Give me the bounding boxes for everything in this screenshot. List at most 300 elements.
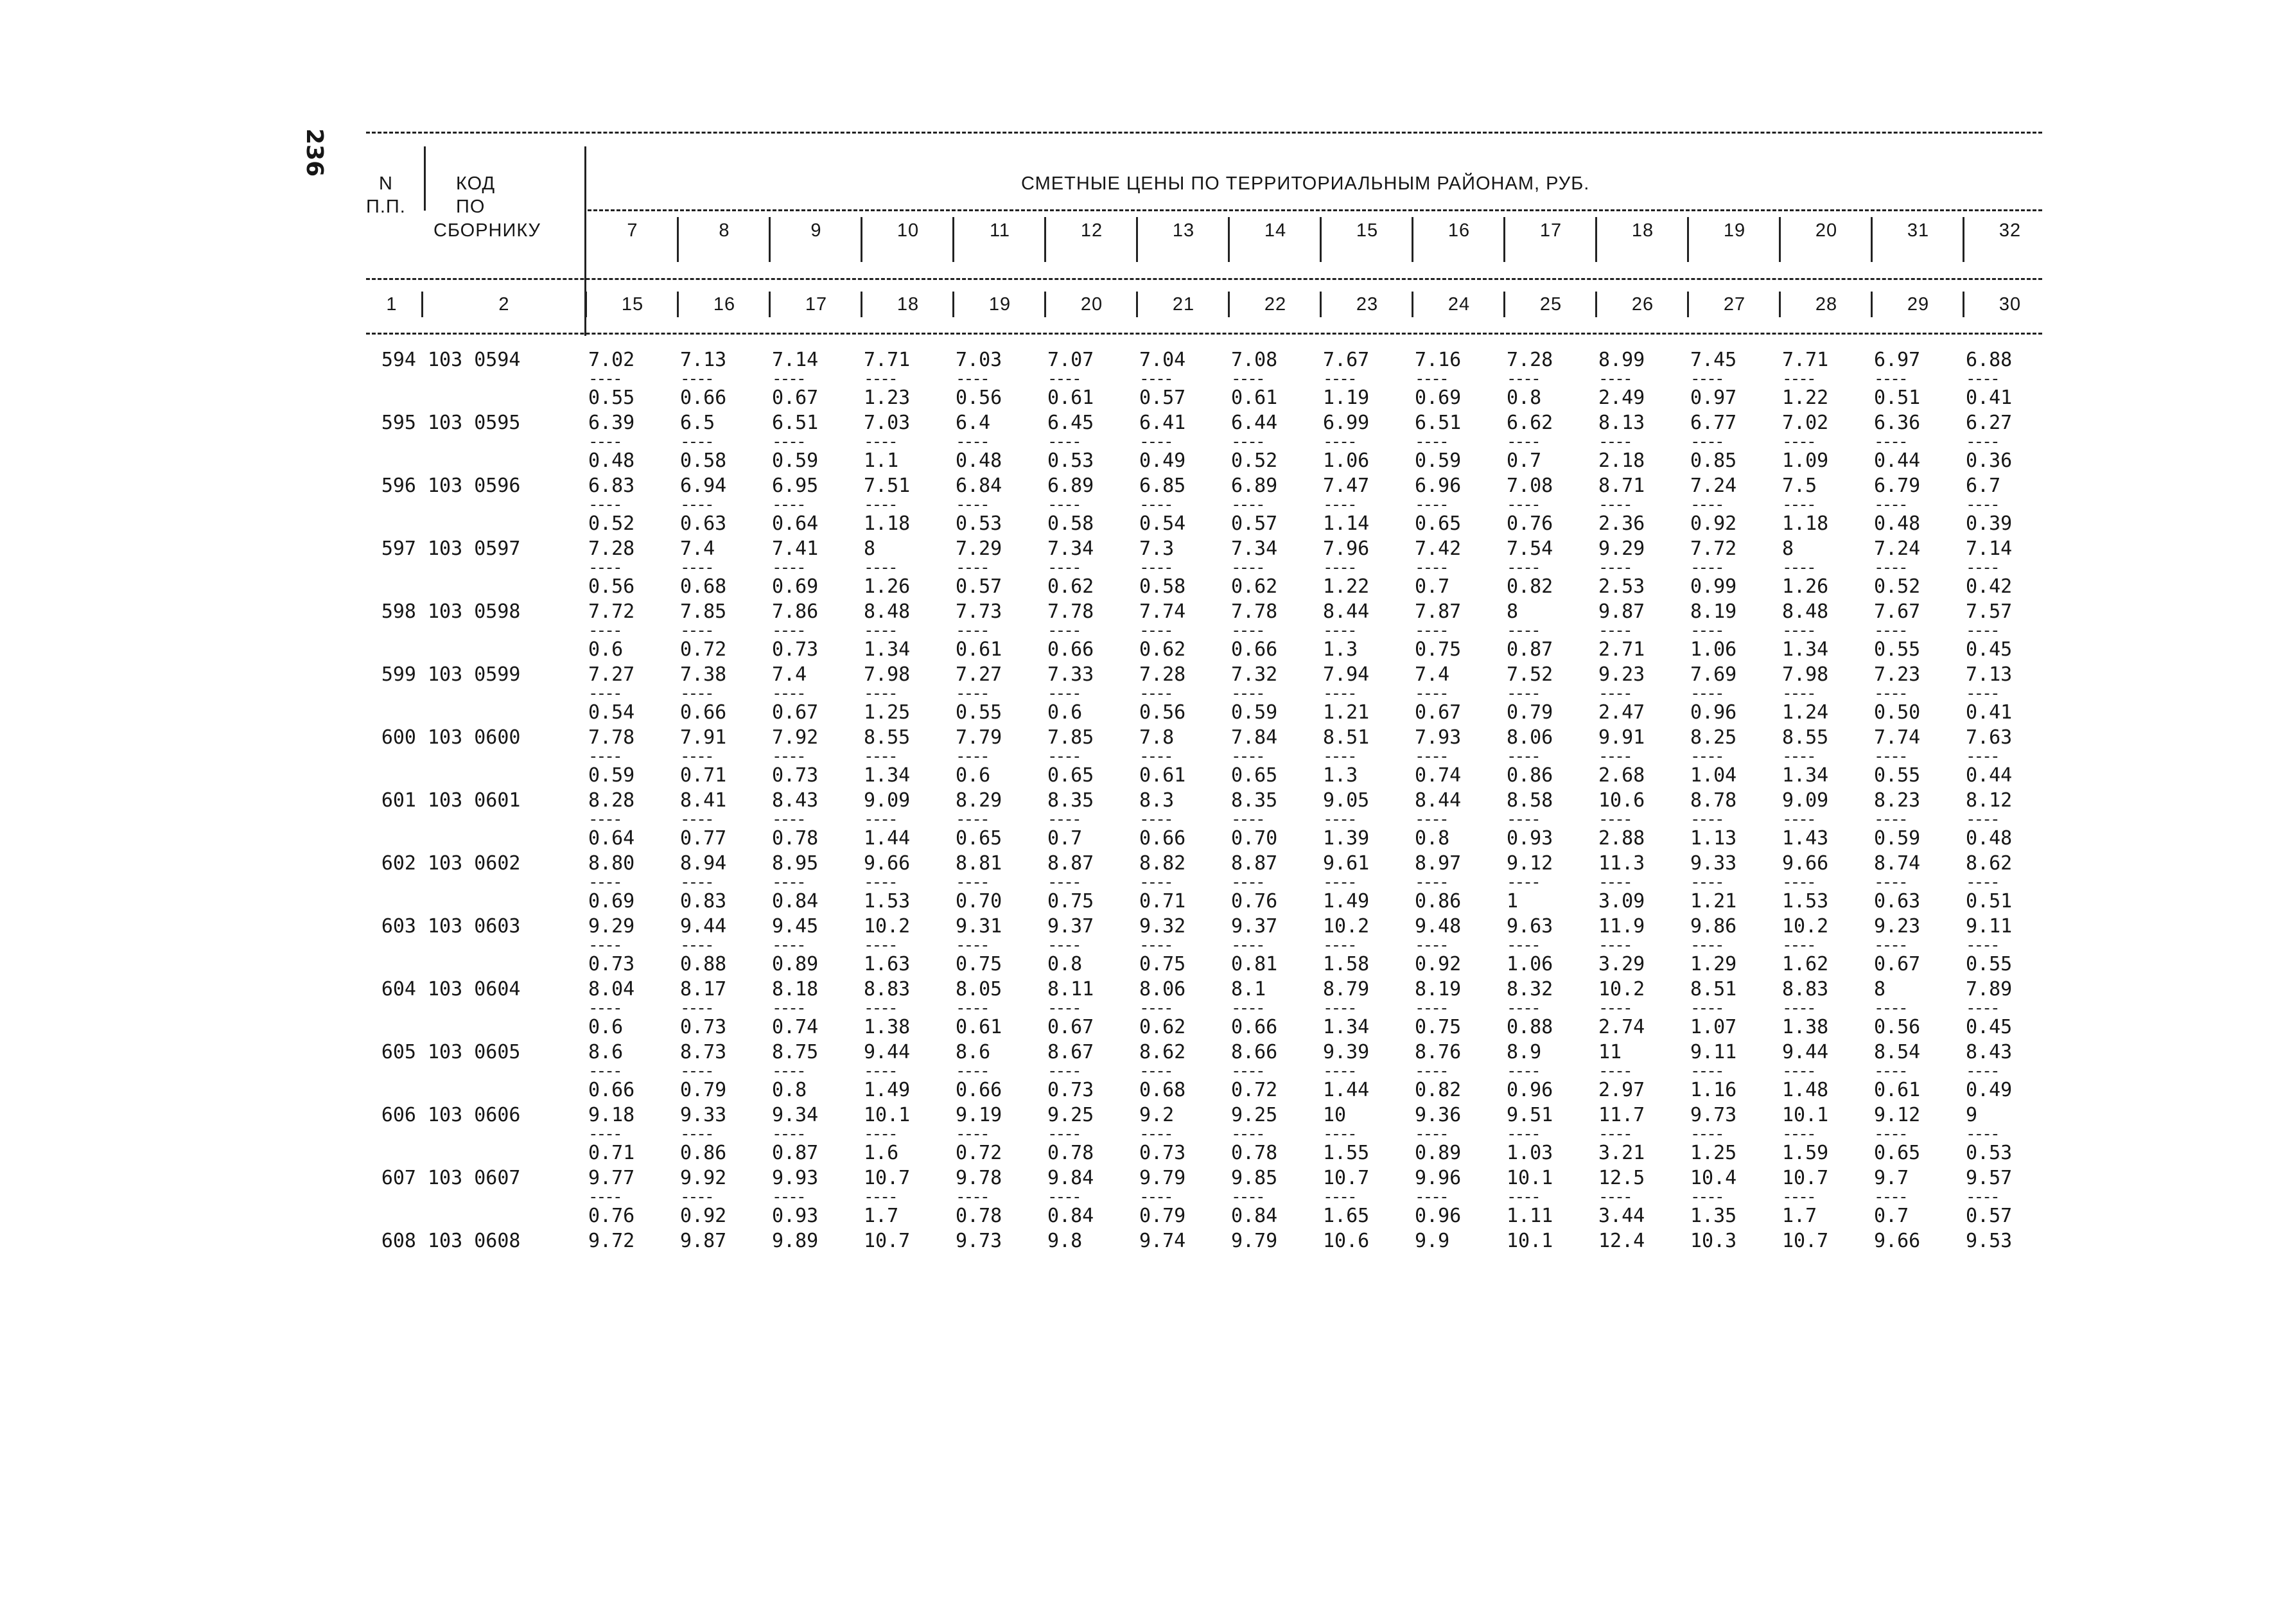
price-value: 7.41 [772, 537, 819, 560]
row-number: 604 [381, 978, 416, 1000]
header-divider [366, 278, 2042, 280]
collection-code: 103 0594 [428, 349, 521, 371]
collection-code: 103 0597 [428, 537, 521, 560]
dash-separator: ---- [1782, 1187, 1815, 1207]
dash-separator: ---- [1598, 558, 1631, 577]
spacer [366, 574, 423, 599]
dash-separator: ---- [1782, 1061, 1815, 1081]
dash-separator: ---- [864, 936, 896, 955]
spacer [423, 1078, 584, 1103]
spacer [423, 687, 584, 700]
price-value: 8.29 [956, 789, 1002, 812]
dash-separator: ---- [956, 1124, 988, 1144]
spacer [423, 1065, 584, 1078]
header-code-2: ПО [456, 196, 485, 217]
price-value: 2.97 [1598, 1079, 1645, 1101]
price-value: 1.44 [1323, 1079, 1370, 1101]
divider [677, 217, 679, 262]
price-value: 0.56 [1874, 1016, 1921, 1038]
row-number: 605 [381, 1041, 416, 1063]
price-value: 8.44 [1323, 600, 1370, 623]
price-value: 9.33 [680, 1104, 727, 1126]
dash-separator: ---- [1323, 369, 1356, 389]
price-value: 0.53 [1047, 450, 1094, 472]
dash-separator: ---- [772, 684, 805, 703]
header-n: N [379, 173, 393, 194]
price-value: 1.03 [1507, 1142, 1553, 1164]
price-value: 8.62 [1139, 1041, 1186, 1063]
spacer [366, 876, 423, 889]
dash-separator: ---- [1415, 495, 1447, 514]
price-value: 11.7 [1598, 1104, 1645, 1126]
dash-separator: ---- [956, 1061, 988, 1081]
price-value: 7.84 [1231, 726, 1278, 749]
dash-separator: ---- [864, 1124, 896, 1144]
spacer [366, 813, 423, 826]
dash-separator: ---- [588, 747, 621, 766]
price-value: 0.73 [772, 764, 819, 787]
divider [1412, 292, 1413, 317]
price-value: 0.74 [1415, 764, 1462, 787]
price-value: 10.6 [1598, 789, 1645, 812]
dash-separator: ---- [1874, 369, 1907, 389]
price-value: 0.66 [1231, 638, 1278, 661]
price-value: 7.02 [588, 349, 635, 371]
price-value: 7.89 [1966, 978, 2013, 1000]
price-value: 8.78 [1690, 789, 1737, 812]
price-value: 7.16 [1415, 349, 1462, 371]
dash-separator: ---- [956, 999, 988, 1018]
dash-separator: ---- [1139, 369, 1172, 389]
dash-separator: ---- [772, 999, 805, 1018]
dash-separator: ---- [956, 810, 988, 829]
spacer [423, 448, 584, 473]
price-value: 0.61 [956, 1016, 1002, 1038]
dash-separator: ---- [1598, 495, 1631, 514]
price-value: 12.4 [1598, 1230, 1645, 1252]
price-value: 7.85 [680, 600, 727, 623]
column-number: 28 [1815, 294, 1838, 315]
dash-separator: ---- [1323, 747, 1356, 766]
price-value: 6.77 [1690, 412, 1737, 434]
district-number: 8 [719, 220, 730, 241]
spacer [366, 826, 423, 851]
price-value: 8.41 [680, 789, 727, 812]
dash-separator: ---- [1874, 936, 1907, 955]
dash-separator: ---- [680, 558, 713, 577]
price-value: 0.59 [588, 764, 635, 787]
price-value: 0.53 [956, 512, 1002, 535]
price-value: 8.71 [1598, 475, 1645, 497]
price-value: 10.4 [1690, 1167, 1737, 1189]
price-value: 1.3 [1323, 638, 1358, 661]
divider [1044, 292, 1046, 317]
price-value: 6.51 [772, 412, 819, 434]
price-value: 0.61 [1231, 387, 1278, 409]
dash-separator: ---- [864, 873, 896, 892]
dash-separator: ---- [772, 1061, 805, 1081]
dash-separator: ---- [1415, 873, 1447, 892]
price-value: 7.69 [1690, 663, 1737, 686]
price-value: 9.44 [680, 915, 727, 938]
price-value: 8.43 [772, 789, 819, 812]
price-value: 11 [1598, 1041, 1622, 1063]
price-value: 10.7 [1782, 1230, 1829, 1252]
price-value: 0.41 [1966, 387, 2013, 409]
price-value: 9.74 [1139, 1230, 1186, 1252]
price-value: 0.48 [1874, 512, 1921, 535]
price-value: 1 [1507, 890, 1519, 912]
price-value: 9.72 [588, 1230, 635, 1252]
price-value: 1.49 [864, 1079, 911, 1101]
price-value: 0.55 [956, 701, 1002, 724]
spacer [423, 561, 584, 574]
price-value: 2.49 [1598, 387, 1645, 409]
dash-separator: ---- [1231, 936, 1264, 955]
dash-separator: ---- [1507, 432, 1539, 451]
dash-separator: ---- [1415, 558, 1447, 577]
divider [1503, 217, 1505, 262]
dash-separator: ---- [588, 1187, 621, 1207]
price-value: 0.70 [1231, 827, 1278, 850]
price-value: 8 [864, 537, 876, 560]
spacer [423, 385, 584, 410]
spacer [423, 372, 584, 385]
price-value: 8.11 [1047, 978, 1094, 1000]
price-value: 1.65 [1323, 1205, 1370, 1227]
dash-separator: ---- [1047, 369, 1080, 389]
dash-separator: ---- [1139, 558, 1172, 577]
price-value: 8 [1782, 537, 1794, 560]
price-value: 6.88 [1966, 349, 2013, 371]
price-value: 7.24 [1690, 475, 1737, 497]
divider [1687, 292, 1689, 317]
price-value: 9.11 [1690, 1041, 1737, 1063]
price-value: 0.58 [1139, 575, 1186, 598]
dash-separator: ---- [1874, 1187, 1907, 1207]
dash-separator: ---- [772, 873, 805, 892]
price-value: 7.28 [1507, 349, 1553, 371]
price-value: 9.34 [772, 1104, 819, 1126]
price-value: 1.49 [1323, 890, 1370, 912]
price-value: 0.57 [1231, 512, 1278, 535]
dash-separator: ---- [956, 1187, 988, 1207]
price-value: 6.45 [1047, 412, 1094, 434]
price-value: 7.32 [1231, 663, 1278, 686]
dash-separator: ---- [772, 1124, 805, 1144]
price-value: 0.61 [1139, 764, 1186, 787]
dash-separator: ---- [956, 495, 988, 514]
price-value: 1.13 [1690, 827, 1737, 850]
price-value: 3.44 [1598, 1205, 1645, 1227]
dash-separator: ---- [1782, 1124, 1815, 1144]
dash-separator: ---- [956, 936, 988, 955]
dash-separator: ---- [1139, 936, 1172, 955]
price-value: 0.84 [1231, 1205, 1278, 1227]
price-value: 7.54 [1507, 537, 1553, 560]
price-value: 8.06 [1139, 978, 1186, 1000]
price-value: 0.44 [1874, 450, 1921, 472]
price-value: 1.1 [864, 450, 899, 472]
price-value: 7.96 [1323, 537, 1370, 560]
price-value: 9.79 [1231, 1230, 1278, 1252]
dash-separator: ---- [1966, 873, 1998, 892]
dash-separator: ---- [1874, 810, 1907, 829]
price-value: 0.73 [772, 638, 819, 661]
price-value: 7.03 [956, 349, 1002, 371]
dash-separator: ---- [1782, 495, 1815, 514]
price-value: 0.8 [1415, 827, 1450, 850]
price-value: 7.93 [1415, 726, 1462, 749]
dash-separator: ---- [1507, 936, 1539, 955]
price-value: 8.12 [1966, 789, 2013, 812]
collection-code: 103 0606 [428, 1104, 521, 1126]
dash-separator: ---- [956, 621, 988, 640]
price-value: 8.35 [1231, 789, 1278, 812]
divider [861, 292, 862, 317]
price-value: 0.66 [1047, 638, 1094, 661]
dash-separator: ---- [1507, 558, 1539, 577]
collection-code: 103 0603 [428, 915, 521, 938]
price-value: 0.92 [1690, 512, 1737, 535]
price-value: 9.25 [1047, 1104, 1094, 1126]
price-value: 2.36 [1598, 512, 1645, 535]
dash-separator: ---- [1598, 1061, 1631, 1081]
divider [1044, 217, 1046, 262]
district-number: 12 [1080, 220, 1103, 241]
price-value: 0.6 [1047, 701, 1083, 724]
dash-separator: ---- [1047, 1124, 1080, 1144]
price-value: 1.09 [1782, 450, 1829, 472]
dash-separator: ---- [1966, 1061, 1998, 1081]
price-value: 9.29 [1598, 537, 1645, 560]
price-value: 8.73 [680, 1041, 727, 1063]
divider [952, 292, 954, 317]
dash-separator: ---- [1507, 999, 1539, 1018]
price-value: 0.87 [772, 1142, 819, 1164]
price-value: 7.42 [1415, 537, 1462, 560]
dash-separator: ---- [956, 747, 988, 766]
dash-separator: ---- [1690, 999, 1723, 1018]
price-value: 8.48 [864, 600, 911, 623]
row-number: 601 [381, 789, 416, 812]
spacer [366, 1002, 423, 1015]
row-number: 594 [381, 349, 416, 371]
price-value: 0.54 [588, 701, 635, 724]
price-value: 9.7 [1874, 1167, 1909, 1189]
price-value: 2.53 [1598, 575, 1645, 598]
price-value: 8.87 [1047, 852, 1094, 875]
dash-separator: ---- [1966, 432, 1998, 451]
divider [1136, 217, 1138, 262]
price-value: 10.7 [864, 1230, 911, 1252]
dash-separator: ---- [1782, 873, 1815, 892]
price-value: 0.41 [1966, 701, 2013, 724]
price-value: 3.21 [1598, 1142, 1645, 1164]
price-value: 9.63 [1507, 915, 1553, 938]
price-value: 1.18 [1782, 512, 1829, 535]
spacer [366, 700, 423, 725]
price-value: 8.75 [772, 1041, 819, 1063]
price-value: 0.51 [1874, 387, 1921, 409]
price-value: 9.79 [1139, 1167, 1186, 1189]
price-value: 9.77 [588, 1167, 635, 1189]
price-value: 8.51 [1323, 726, 1370, 749]
dash-separator: ---- [1231, 1124, 1264, 1144]
dash-separator: ---- [588, 1124, 621, 1144]
spacer [366, 1191, 423, 1203]
price-value: 1.22 [1323, 575, 1370, 598]
price-value: 7.38 [680, 663, 727, 686]
price-value: 0.59 [1415, 450, 1462, 472]
dash-separator: ---- [680, 873, 713, 892]
dash-separator: ---- [1598, 936, 1631, 955]
price-value: 7.04 [1139, 349, 1186, 371]
price-value: 8.62 [1966, 852, 2013, 875]
divider [1963, 292, 1964, 317]
price-value: 10.2 [1782, 915, 1829, 938]
price-value: 0.88 [1507, 1016, 1553, 1038]
price-value: 7.4 [772, 663, 807, 686]
price-value: 8.66 [1231, 1041, 1278, 1063]
price-value: 0.65 [1231, 764, 1278, 787]
dash-separator: ---- [1966, 684, 1998, 703]
price-value: 0.96 [1507, 1079, 1553, 1101]
dash-separator: ---- [1139, 1061, 1172, 1081]
spacer [423, 637, 584, 662]
price-value: 0.66 [1139, 827, 1186, 850]
price-value: 7.92 [772, 726, 819, 749]
price-value: 9.61 [1323, 852, 1370, 875]
dash-separator: ---- [1047, 558, 1080, 577]
price-value: 0.76 [1231, 890, 1278, 912]
price-value: 0.69 [1415, 387, 1462, 409]
price-value: 0.78 [956, 1205, 1002, 1227]
dash-separator: ---- [1874, 621, 1907, 640]
price-value: 9.05 [1323, 789, 1370, 812]
price-value: 0.72 [680, 638, 727, 661]
price-value: 7.87 [1415, 600, 1462, 623]
price-value: 0.86 [680, 1142, 727, 1164]
price-value: 1.35 [1690, 1205, 1737, 1227]
price-value: 9.66 [864, 852, 911, 875]
price-value: 8.18 [772, 978, 819, 1000]
dash-separator: ---- [772, 495, 805, 514]
dash-separator: ---- [864, 495, 896, 514]
price-value: 1.34 [1782, 638, 1829, 661]
dash-separator: ---- [1415, 999, 1447, 1018]
price-value: 0.73 [1139, 1142, 1186, 1164]
price-value: 8.94 [680, 852, 727, 875]
spacer [423, 876, 584, 889]
price-value: 0.61 [956, 638, 1002, 661]
price-value: 0.57 [956, 575, 1002, 598]
price-value: 0.96 [1415, 1205, 1462, 1227]
spacer [366, 511, 423, 536]
spacer [366, 1140, 423, 1166]
price-value: 7.02 [1782, 412, 1829, 434]
price-table [366, 132, 2042, 1253]
price-value: 0.82 [1415, 1079, 1462, 1101]
price-value: 8.87 [1231, 852, 1278, 875]
dash-separator: ---- [1139, 495, 1172, 514]
price-value: 0.75 [1047, 890, 1094, 912]
divider [1595, 292, 1597, 317]
price-value: 0.36 [1966, 450, 2013, 472]
price-value: 0.72 [956, 1142, 1002, 1164]
price-value: 11.9 [1598, 915, 1645, 938]
spacer [366, 637, 423, 662]
price-value: 0.73 [680, 1016, 727, 1038]
price-value: 0.55 [1966, 953, 2013, 975]
column-number: 26 [1631, 294, 1654, 315]
spacer [423, 750, 584, 763]
dash-separator: ---- [1323, 1124, 1356, 1144]
dash-separator: ---- [1874, 432, 1907, 451]
price-value: 0.56 [1139, 701, 1186, 724]
price-value: 7.85 [1047, 726, 1094, 749]
dash-separator: ---- [588, 936, 621, 955]
dash-separator: ---- [1966, 369, 1998, 389]
price-value: 7.03 [864, 412, 911, 434]
price-value: 0.7 [1507, 450, 1542, 472]
price-value: 0.92 [680, 1205, 727, 1227]
price-value: 7.86 [772, 600, 819, 623]
district-number: 11 [989, 220, 1011, 241]
price-value: 0.70 [956, 890, 1002, 912]
dash-separator: ---- [772, 432, 805, 451]
dash-separator: ---- [1966, 999, 1998, 1018]
price-value: 0.82 [1507, 575, 1553, 598]
dash-separator: ---- [680, 936, 713, 955]
column-number: 21 [1172, 294, 1195, 315]
spacer [423, 574, 584, 599]
dash-separator: ---- [1782, 810, 1815, 829]
divider [585, 292, 587, 317]
price-value: 8.48 [1782, 600, 1829, 623]
price-value: 7.79 [956, 726, 1002, 749]
divider [1228, 292, 1230, 317]
divider [421, 292, 423, 317]
price-value: 1.26 [1782, 575, 1829, 598]
price-value: 9 [1966, 1104, 1978, 1126]
spacer [366, 624, 423, 637]
price-value: 0.84 [772, 890, 819, 912]
divider [1963, 217, 1964, 262]
dash-separator: ---- [1690, 1124, 1723, 1144]
price-value: 1.58 [1323, 953, 1370, 975]
price-value: 8 [1874, 978, 1886, 1000]
price-value: 0.89 [1415, 1142, 1462, 1164]
column-number: 23 [1356, 294, 1379, 315]
header-code-3: СБОРНИКУ [433, 220, 541, 241]
price-value: 8.19 [1690, 600, 1737, 623]
price-value: 9.31 [956, 915, 1002, 938]
dash-separator: ---- [864, 747, 896, 766]
price-value: 6.89 [1047, 475, 1094, 497]
price-value: 1.14 [1323, 512, 1370, 535]
price-value: 0.65 [956, 827, 1002, 850]
price-value: 6.84 [956, 475, 1002, 497]
dash-separator: ---- [1507, 873, 1539, 892]
price-value: 0.51 [1966, 890, 2013, 912]
price-value: 6.41 [1139, 412, 1186, 434]
price-value: 0.66 [680, 701, 727, 724]
price-value: 1.38 [864, 1016, 911, 1038]
price-value: 0.67 [772, 387, 819, 409]
column-number: 29 [1907, 294, 1930, 315]
dash-separator: ---- [1690, 747, 1723, 766]
